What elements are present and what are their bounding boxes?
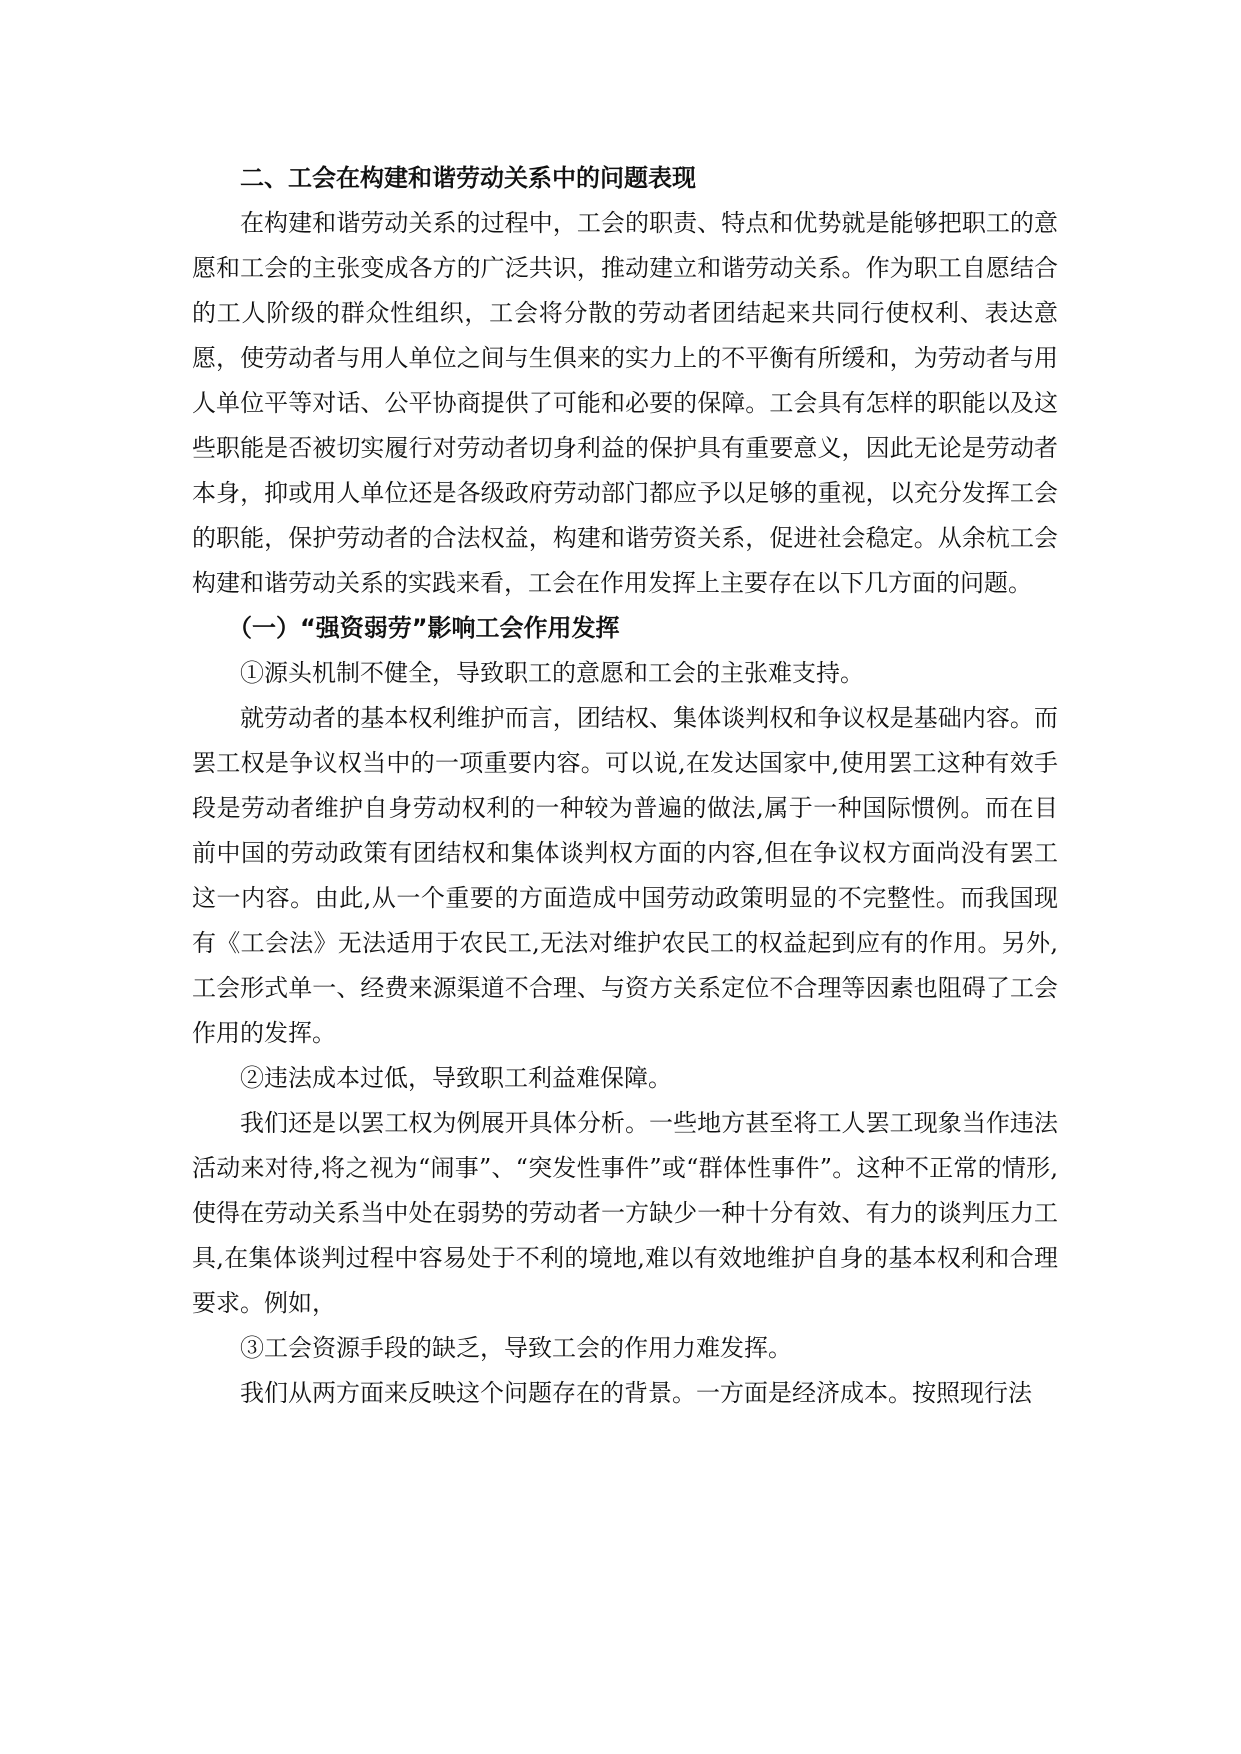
subsection-heading: （一）“强资弱劳”影响工会作用发挥 — [228, 614, 620, 642]
section-heading: 二、工会在构建和谐劳动关系中的问题表现 — [240, 164, 696, 192]
paragraph-background: 我们从两方面来反映这个问题存在的背景。一方面是经济成本。按照现行法 — [240, 1379, 1032, 1407]
point-one: ①源头机制不健全，导致职工的意愿和工会的主张难支持。 — [240, 659, 864, 687]
paragraph-strike-rights: 就劳动者的基本权利维护而言，团结权、集体谈判权和争议权是基础内容。而罢工权是争议权当中的一项重要内容。可以说,在发达国家中,使用罢工这种有效手段是劳动者维护自身劳动权利的一种较为普遍的做法,属于一种国际惯例。而在目前中国的劳动政策有团结权和集体谈判权方面的内容,但在争议权方面尚没有罢工这一内容。由此,从一个重要的方面造成中国劳动政策明显的不完整性。而我国现有《工会法》无法适用于农民工,无法对维护农民工的权益起到应有的作用。另外,工会形式单一、经费来源渠道不合理、与资方关系定位不合理等因素也阻碍了工会作用的发挥。 — [192, 704, 1058, 1047]
document-body — [192, 156, 1058, 1416]
point-two: ②违法成本过低，导致职工利益难保障。 — [240, 1064, 672, 1092]
paragraph-intro: 在构建和谐劳动关系的过程中，工会的职责、特点和优势就是能够把职工的意愿和工会的主张变成各方的广泛共识，推动建立和谐劳动关系。作为职工自愿结合的工人阶级的群众性组织，工会将分散的劳动者团结起来共同行使权利、表达意愿，使劳动者与用人单位之间与生俱来的实力上的不平衡有所缓和，为劳动者与用人单位平等对话、公平协商提供了可能和必要的保障。工会具有怎样的职能以及这些职能是否被切实履行对劳动者切身利益的保护具有重要意义，因此无论是劳动者本身，抑或用人单位还是各级政府劳动部门都应予以足够的重视，以充分发挥工会的职能，保护劳动者的合法权益，构建和谐劳资关系，促进社会稳定。从余杭工会构建和谐劳动关系的实践来看，工会在作用发挥上主要存在以下几方面的问题。 — [192, 209, 1058, 597]
point-three: ③工会资源手段的缺乏，导致工会的作用力难发挥。 — [240, 1334, 792, 1362]
paragraph-strike-analysis: 我们还是以罢工权为例展开具体分析。一些地方甚至将工人罢工现象当作违法活动来对待,将之视为“闹事”、“突发性事件”或“群体性事件”。这种不正常的情形,使得在劳动关系当中处在弱势的劳动者一方缺少一种十分有效、有力的谈判压力工具,在集体谈判过程中容易处于不利的境地,难以有效地维护自身的基本权利和合理要求。例如， — [192, 1109, 1058, 1317]
